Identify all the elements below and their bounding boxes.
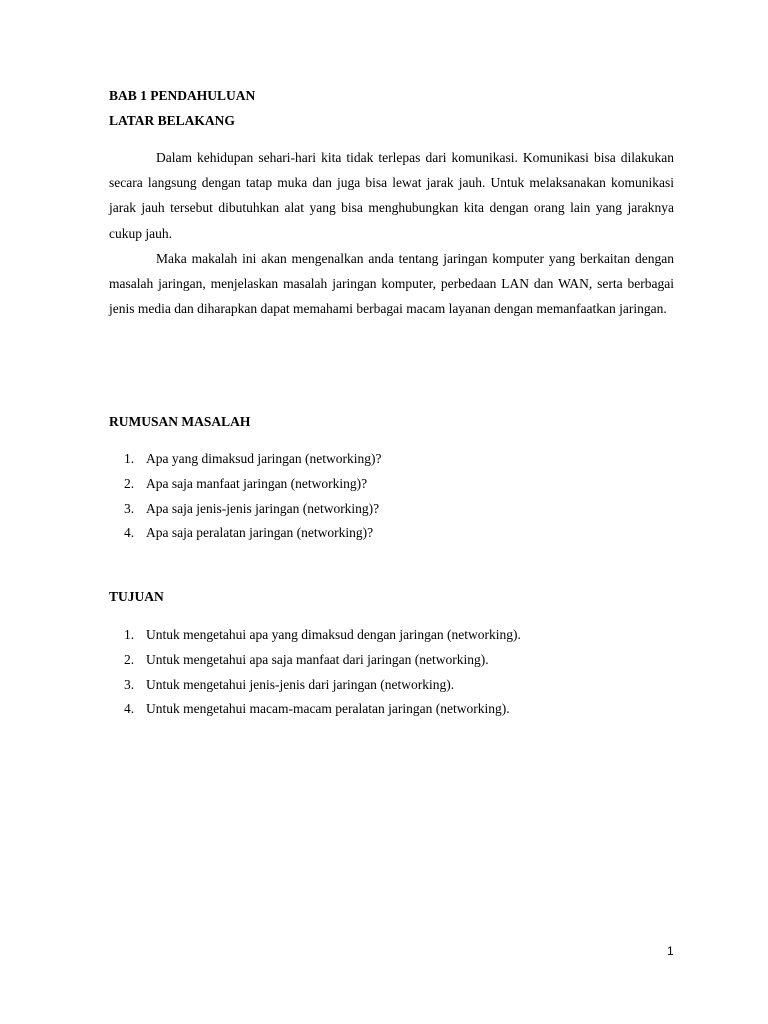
list-item: 2. Untuk mengetahui apa saja manfaat dari jaringan (networking).: [124, 651, 489, 667]
list-item: 3. Untuk mengetahui jenis-jenis dari jaringan (networking).: [124, 676, 455, 692]
paragraph-1: Dalam kehidupan sehari-hari kita tidak terlepas dari komunikasi. Komunikasi bisa dilakukan secara langsung dengan tatap muka dan juga bisa lewat jarak jauh. Untuk melaksanakan komunikasi jarak jauh tersebut dibutuhkan alat yang bisa menghubungkan kita dengan orang lain yang jaraknya cukup jauh.: [109, 150, 674, 241]
problem-heading: RUMUSAN MASALAH: [109, 414, 251, 429]
page-number: 1: [667, 944, 674, 958]
list-item: 1. Untuk mengetahui apa yang dimaksud dengan jaringan (networking).: [124, 627, 521, 642]
paragraph-2: Maka makalah ini akan mengenalkan anda tentang jaringan komputer yang berkaitan dengan masalah jaringan, menjelaskan masalah jaringan komputer, perbedaan LAN dan WAN, serta berbagai jenis media dan diharapkan dapat memahami berbagai macam layanan dengan memanfaatkan jaringan.: [109, 251, 674, 317]
goal-list: [109, 623, 521, 722]
chapter-heading: BAB 1 PENDAHULUAN: [109, 88, 256, 103]
list-item: 4. Apa saja peralatan jaringan (networking)?: [124, 525, 374, 541]
problem-list: [109, 447, 381, 546]
list-item: 1. Apa yang dimaksud jaringan (networking)?: [124, 451, 382, 466]
goal-heading: TUJUAN: [109, 589, 164, 604]
list-item: 3. Apa saja jenis-jenis jaringan (networking)?: [124, 500, 380, 516]
background-heading: LATAR BELAKANG: [109, 113, 235, 128]
list-item: 4. Untuk mengetahui macam-macam peralatan jaringan (networking).: [124, 701, 510, 717]
list-item: 2. Apa saja manfaat jaringan (networking)?: [124, 475, 368, 491]
